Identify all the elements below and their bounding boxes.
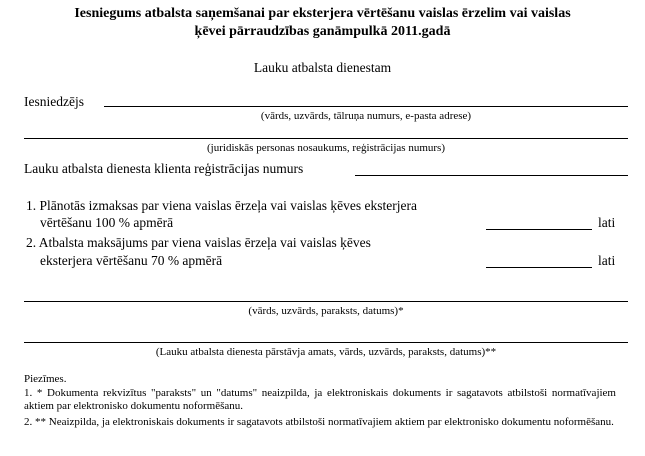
applicant-signature-field[interactable] [24, 301, 628, 302]
document-title-line2: ķēvei pārraudzības ganāmpulkā 2011.gadā [194, 24, 451, 39]
note-2: 2. ** Neaizpilda, ja elektroniskais dokuments ir sagatavots atbilstoši normatīvajiem aktiem par elektronisko dokumentu noformēšanu. [24, 416, 614, 428]
client-reg-label: Lauku atbalsta dienesta klienta reģistrācijas numurs [24, 161, 304, 176]
official-signature-hint: (Lauku atbalsta dienesta pārstāvja amats, vārds, uzvārds, paraksts, datums)** [155, 346, 497, 358]
addressee: Lauku atbalsta dienestam [253, 60, 392, 75]
note-1: 1. * Dokumenta rekvizītus "paraksts" un "datums" neaizpilda, ja elektroniskais dokuments ir sagatavots atbilstoši normatīvajiem aktiem par elektronisko dokumentu noformēšanu. [24, 387, 616, 412]
document-title-line1: Iesniegums atbalsta saņemšanai par eksterjera vērtēšanu vaislas ērzelim vai vaislas [74, 6, 571, 21]
applicant-person-hint: (vārds, uzvārds, tālruņa numurs, e-pasta adrese) [260, 110, 472, 122]
notes-heading: Piezīmes. [24, 373, 67, 385]
item-1-line2: vērtēšanu 100 % apmērā [40, 215, 174, 230]
official-signature-field[interactable] [24, 342, 628, 343]
applicant-name-field[interactable] [104, 106, 628, 107]
applicant-legal-field[interactable] [24, 138, 628, 139]
item-2-line2: eksterjera vērtēšanu 70 % apmērā [40, 253, 223, 268]
item-2-amount-field[interactable] [486, 267, 592, 268]
item-1-line1: 1. Plānotās izmaksas par viena vaislas ērzeļa vai vaislas ķēves eksterjera [26, 198, 417, 213]
item-1-unit: lati [598, 215, 616, 230]
client-reg-field[interactable] [355, 175, 628, 176]
item-2-line1: 2. Atbalsta maksājums par viena vaislas ērzeļa vai vaislas ķēves [26, 235, 371, 250]
item-2-unit: lati [598, 253, 616, 268]
applicant-legal-hint: (juridiskās personas nosaukums, reģistrācijas numurs) [207, 142, 445, 154]
item-1-amount-field[interactable] [486, 229, 592, 230]
applicant-signature-hint: (vārds, uzvārds, paraksts, datums)* [248, 305, 404, 317]
applicant-label: Iesniedzējs [24, 94, 84, 109]
